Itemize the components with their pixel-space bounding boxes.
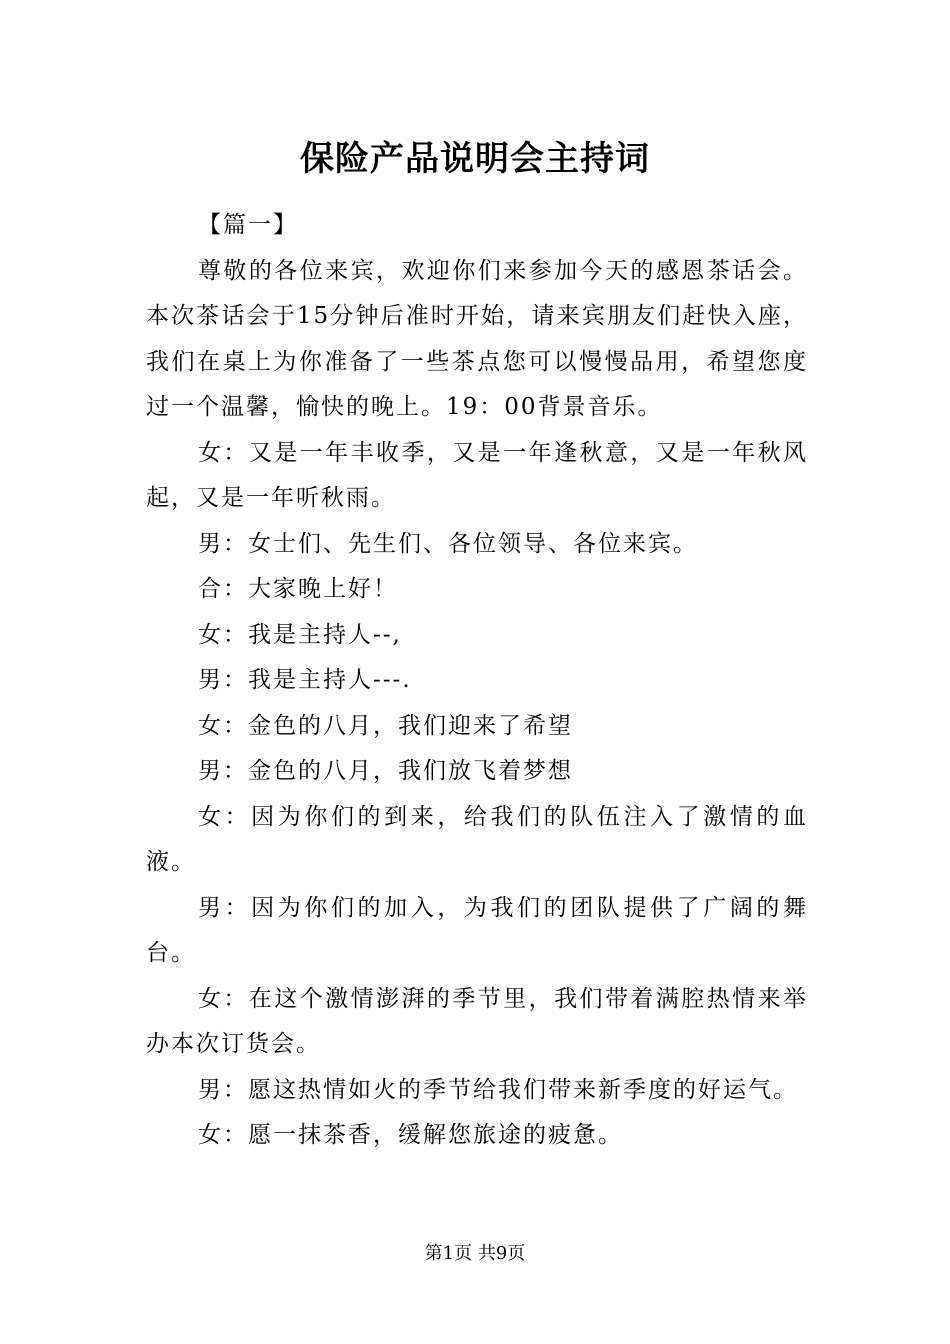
paragraph: 尊敬的各位来宾，欢迎你们来参加今天的感恩茶话会。本次茶话会于15分钟后准时开始，请来宾朋友们赶快入座，我们在桌上为你准备了一些茶点您可以慢慢品用，希望您度过一个温馨，愉快的晚上。19：00背景音乐。 [146,257,808,420]
paragraph: 男：因为你们的加入，为我们的团队提供了广阔的舞台。 [146,894,808,966]
page-footer: 第1页 共9页 [424,1243,526,1264]
paragraph: 男：金色的八月，我们放飞着梦想 [198,758,573,784]
section-heading: 【篇一】 [198,212,298,238]
paragraph: 男：我是主持人---. [198,667,412,693]
paragraph: 男：愿这热情如火的季节给我们带来新季度的好运气。 [198,1076,798,1103]
paragraph: 女：愿一抹茶香，缓解您旅途的疲惫。 [198,1122,623,1148]
paragraph: 女：金色的八月，我们迎来了希望 [198,712,573,739]
paragraph: 女：在这个激情澎湃的季节里，我们带着满腔热情来举办本次订货会。 [146,985,808,1057]
paragraph: 合：大家晚上好！ [198,576,398,602]
document-title: 保险产品说明会主持词 [300,139,650,179]
paragraph: 女：我是主持人--, [198,621,402,648]
paragraph: 女：又是一年丰收季，又是一年逢秋意，又是一年秋风起，又是一年听秋雨。 [146,439,808,511]
paragraph: 女：因为你们的到来，给我们的队伍注入了激情的血液。 [146,803,808,875]
document-body [146,203,808,1159]
paragraph: 男：女士们、先生们、各位领导、各位来宾。 [198,530,698,557]
